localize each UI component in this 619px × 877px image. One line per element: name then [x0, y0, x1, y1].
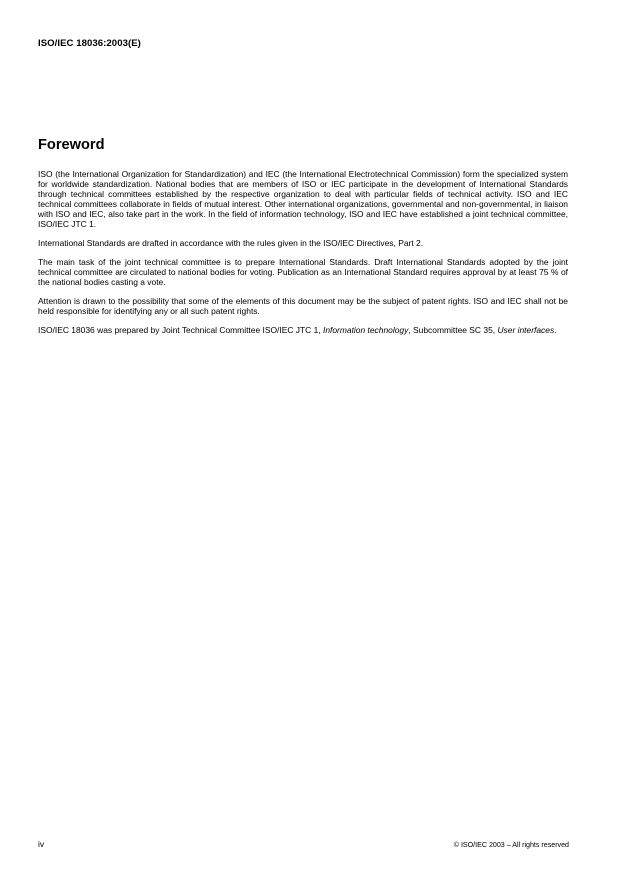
paragraph-prepared-by — [38, 325, 568, 335]
copyright-notice: © ISO/IEC 2003 – All rights reserved — [453, 841, 569, 849]
prepared-by-text: ISO/IEC 18036 was prepared by Joint Technical Committee ISO/IEC JTC 1, — [38, 324, 323, 335]
paragraph-patent-rights: Attention is drawn to the possibility that some of the elements of this document may be the subject of patent rights. ISO and IEC shall not be held responsible for identifying any or all such patent rights. — [38, 295, 568, 316]
paragraph-directives: International Standards are drafted in accordance with the rules given in the ISO/IEC Directives, Part 2. — [38, 238, 424, 249]
document-identifier: ISO/IEC 18036:2003(E) — [38, 38, 141, 49]
page-number: iv — [38, 839, 45, 849]
paragraph-committee-task: The main task of the joint technical committee is to prepare International Standards. Draft International Standards adopted by the joint technical committee are circulated to national bodies for voting. Publication as an International Standard requires approval by at least 75 % of the national bodies casting a vote. — [38, 256, 568, 288]
section-title: Foreword — [38, 137, 105, 153]
paragraph-iso-iec-overview: ISO (the International Organization for Standardization) and IEC (the International Electrotechnical Commission) form the specialized system for worldwide standardization. National bodies that are members of ISO or IEC participate in the development of International Standards through technical committees established by the respective organization to deal with particular fields of technical activity. ISO and IEC technical committees collaborate in fields of mutual interest. Other international organizations, governmental and non-governmental, in liaison with ISO and IEC, also take part in the work. In the field of information technology, ISO and IEC have established a joint technical committee, ISO/IEC JTC 1. — [38, 169, 568, 230]
sentence-end: . — [554, 324, 557, 335]
foreword-body — [38, 169, 568, 343]
subcommittee-text: , Subcommittee SC 35, — [408, 324, 498, 335]
subcommittee-name: User interfaces — [497, 324, 555, 335]
committee-name: Information technology — [322, 324, 409, 335]
